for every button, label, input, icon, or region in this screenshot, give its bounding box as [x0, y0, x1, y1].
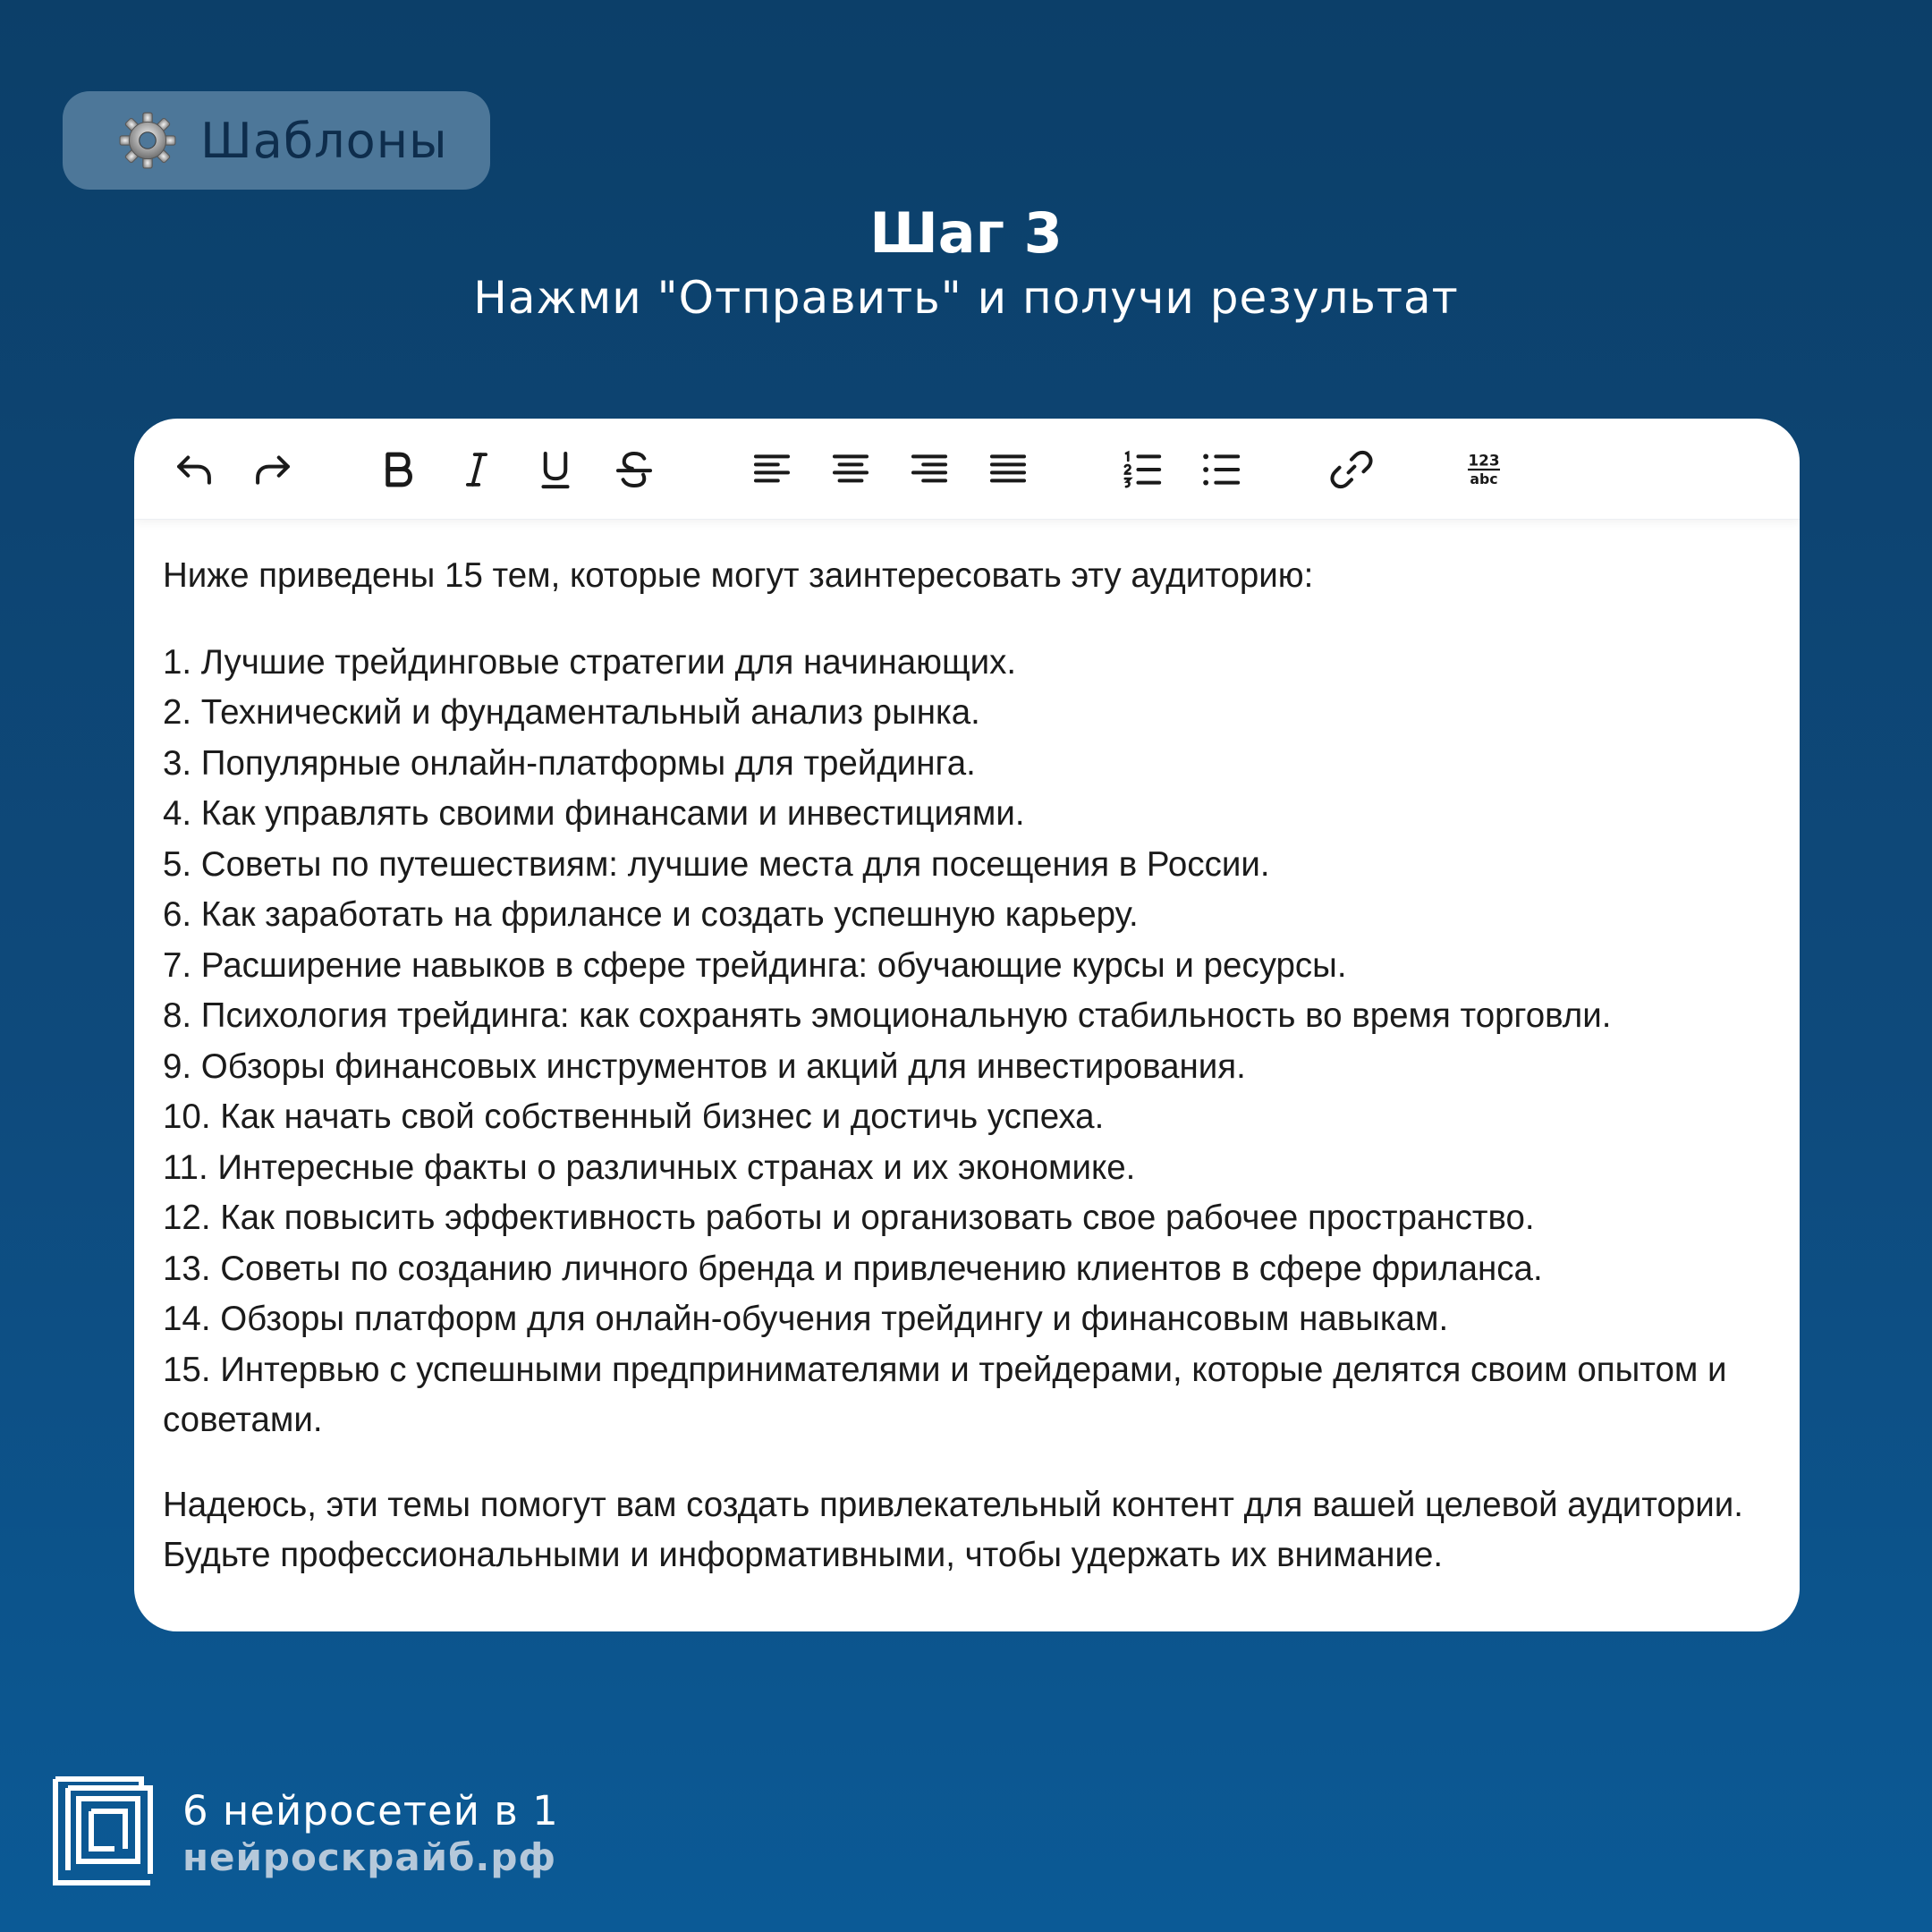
align-right-icon: [905, 445, 953, 494]
ordered-list-button[interactable]: [1114, 442, 1170, 497]
list-item: 5. Советы по путешествиям: лучшие места для посещения в России.: [163, 844, 1270, 884]
bold-icon: [374, 445, 422, 494]
list-item: 8. Психология трейдинга: как сохранять эмоциональную стабильность во время торговли.: [163, 996, 1612, 1035]
align-left-button[interactable]: [744, 442, 800, 497]
editor-toolbar: [134, 419, 1800, 520]
bullet-list-button[interactable]: [1193, 442, 1249, 497]
text-case-button[interactable]: [1456, 442, 1512, 497]
text-case-icon: [1460, 445, 1508, 494]
undo-button[interactable]: [166, 442, 222, 497]
align-justify-button[interactable]: [980, 442, 1036, 497]
italic-icon: [453, 445, 501, 494]
templates-label: Шаблоны: [200, 112, 448, 169]
list-item: 13. Советы по созданию личного бренда и привлечению клиентов в сфере фриланса.: [163, 1249, 1543, 1288]
underline-button[interactable]: [528, 442, 583, 497]
brand-logo-icon: [52, 1775, 163, 1886]
italic-button[interactable]: [449, 442, 504, 497]
text-case-bottom: abc: [1470, 470, 1498, 487]
ordered-list-icon: [1118, 445, 1166, 494]
footer-tagline: 6 нейросетей в 1: [182, 1787, 559, 1835]
list-item: 11. Интересные факты о различных странах и их экономике.: [163, 1148, 1136, 1187]
align-left-icon: [748, 445, 796, 494]
undo-icon: [170, 445, 218, 494]
strikethrough-icon: [610, 445, 658, 494]
step-heading: [0, 200, 1932, 329]
list-item: 10. Как начать свой собственный бизнес и достичь успеха.: [163, 1097, 1105, 1136]
step-subtitle: Нажми "Отправить" и получи результат: [473, 272, 1459, 324]
intro-paragraph: Ниже приведены 15 тем, которые могут заинтересовать эту аудиторию:: [163, 556, 1314, 595]
redo-icon: [249, 445, 297, 494]
strikethrough-button[interactable]: [606, 442, 662, 497]
bullet-list-icon: [1197, 445, 1245, 494]
bold-button[interactable]: [370, 442, 426, 497]
list-item: 9. Обзоры финансовых инструментов и акций для инвестирования.: [163, 1046, 1246, 1086]
link-icon: [1327, 445, 1376, 494]
align-justify-icon: [984, 445, 1032, 494]
redo-button[interactable]: [245, 442, 301, 497]
footer-site[interactable]: нейроскрайб.рф: [182, 1835, 557, 1879]
templates-tag[interactable]: [63, 91, 490, 190]
link-button[interactable]: [1324, 442, 1379, 497]
underline-icon: [531, 445, 580, 494]
list-item: 7. Расширение навыков в сфере трейдинга: обучающие курсы и ресурсы.: [163, 945, 1347, 985]
list-item: 6. Как заработать на фрилансе и создать успешную карьеру.: [163, 895, 1139, 934]
list-item: 4. Как управлять своими финансами и инвестициями.: [163, 794, 1025, 833]
text-editor: [134, 419, 1800, 1631]
step-title: Шаг 3: [869, 200, 1063, 266]
align-right-button[interactable]: [902, 442, 957, 497]
gear-icon: [118, 111, 177, 170]
align-center-button[interactable]: [823, 442, 878, 497]
editor-content[interactable]: [163, 551, 1746, 1581]
list-item: 12. Как повысить эффективность работы и организовать свое рабочее пространство.: [163, 1199, 1535, 1237]
list-item: 1. Лучшие трейдинговые стратегии для начинающих.: [163, 642, 1017, 682]
list-item: 3. Популярные онлайн-платформы для трейдинга.: [163, 743, 976, 783]
list-item: 14. Обзоры платформ для онлайн-обучения трейдингу и финансовым навыкам.: [163, 1300, 1449, 1338]
outro-paragraph: Надеюсь, эти темы помогут вам создать привлекательный контент для вашей целевой аудитории. Будьте профессиональными и информативными, чтобы удержать их внимание.: [163, 1485, 1743, 1574]
list-item: 15. Интервью с успешными предпринимателями и трейдерами, которые делятся своим опытом и советами.: [163, 1350, 1727, 1439]
align-center-icon: [826, 445, 875, 494]
list-item: 2. Технический и фундаментальный анализ рынка.: [163, 693, 980, 732]
text-case-top: 123: [1468, 451, 1500, 470]
